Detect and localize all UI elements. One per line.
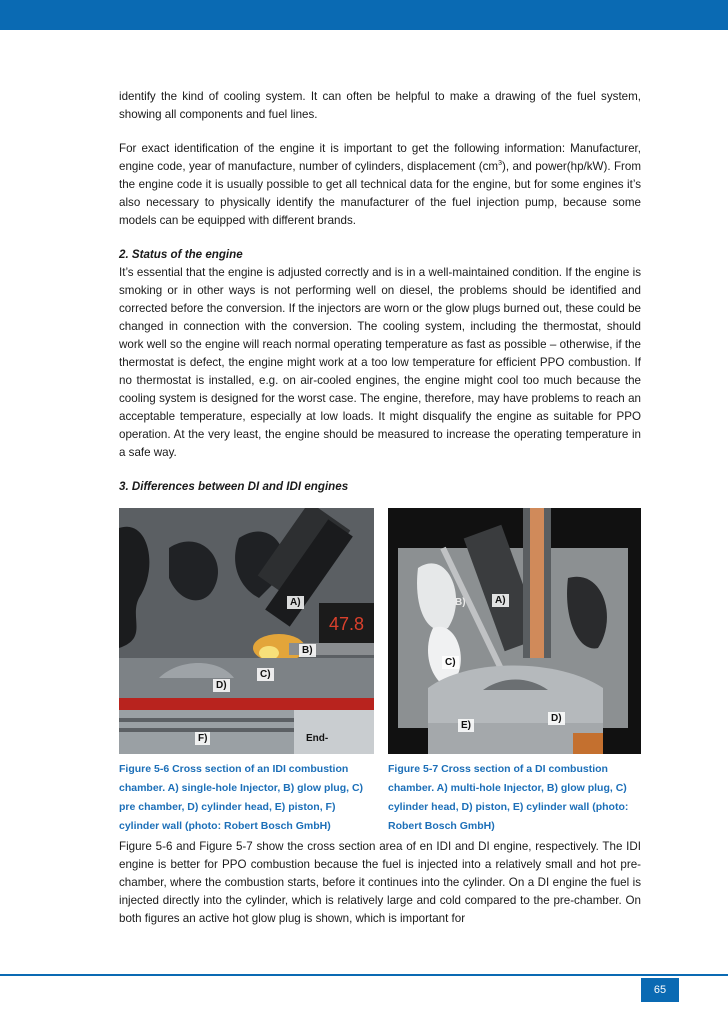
figures-row [119,508,641,832]
footer-rule [0,974,728,976]
di-engine-illustration [388,508,641,754]
label-c: C) [442,656,459,669]
label-a: A) [287,596,304,609]
section-heading-di-idi: 3. Differences between DI and IDI engines [119,480,349,493]
di-cross-section-photo [388,508,641,754]
label-e: E) [458,719,474,732]
figure-caption-di: Figure 5-7 Cross section of a DI combustion chamber. A) multi-hole Injector, B) glow plug, C) cylinder head, D) piston, E) cylinder wall (photo: Robert Bosch GmbH) [388,763,629,832]
label-f: F) [195,732,210,745]
label-d: D) [548,712,565,725]
page-number: 65 [641,978,679,1002]
paragraph-text: For exact identification of the engine it is important to get the following information: Manufacturer, engine code, year of manufacture, number of cylinders, displacement (cm [119,142,641,173]
label-c: C) [257,668,274,681]
idi-engine-illustration [119,508,374,754]
page-content [119,88,641,944]
figure-di [388,508,641,836]
paragraph-engine-identification [119,140,641,230]
paragraph-engine-status: It’s essential that the engine is adjusted correctly and is in a well-maintained condition. If the engine is smoking or in other ways is not performing well on diesel, the problems should be identified and corrected before the conversion. If the injectors are worn or the glow plugs burned out, these could be changed in connection with the conversion. The cooling system, including the thermostat, should work well so the engine will reach normal operating temperature as fast as possible – otherwise, if the thermostat is defect, the engine might work at a too low temperature for efficient PPO combustion. If no thermostat is installed, e.g. on air-cooled engines, the engine might cool too much because the cooling system is designed for the worst case. The engine, therefore, may have problems to reach an acceptable temperature, especially at low loads. It might disqualify the engine as suitable for PPO operation. At the very least, the engine should be measured to increase the operating temperature in a safe way. [119,266,641,459]
idi-cross-section-photo [119,508,374,754]
figure-caption-idi: Figure 5-6 Cross section of an IDI combustion chamber. A) single-hole Injector, B) glow plug, C) pre chamber, D) cylinder head, E) piston, F) cylinder wall (photo: Robert Bosch GmbH) [119,763,364,832]
section-heading-status: 2. Status of the engine [119,248,243,261]
header-bar [0,0,728,30]
label-a: A) [492,594,509,607]
label-end: End- [306,733,329,744]
label-d: D) [213,679,230,692]
label-b: B) [299,644,316,657]
superscript-cubic: 3 [498,160,502,168]
paragraph-cooling-system: identify the kind of cooling system. It can often be helpful to make a drawing of the fuel system, showing all components and fuel lines. [119,90,641,121]
label-b: B) [455,597,466,608]
paragraph-di-idi-comparison: Figure 5-6 and Figure 5-7 show the cross section area of en IDI and DI engine, respectively. The IDI engine is better for PPO combustion because the fuel is injected into a relatively small and hot pre-chamber, where the combustion starts, before it continues into the cylinder. On a DI engine the fuel is injected directly into the cylinder, which is relatively large and cold compared to the pre-chamber. On both figures an active hot glow plug is shown, which is important for [119,840,641,925]
paragraph-text: ), and power(hp/kW). From the engine code it is usually possible to get all technical data for the engine, but for some engines it’s also necessary to physically identify the manufacturer of the fuel injection pump, because some models can be equipped with different brands. [119,160,641,227]
figure-idi [119,508,374,836]
svg-text:47.8: 47.8 [329,614,365,634]
